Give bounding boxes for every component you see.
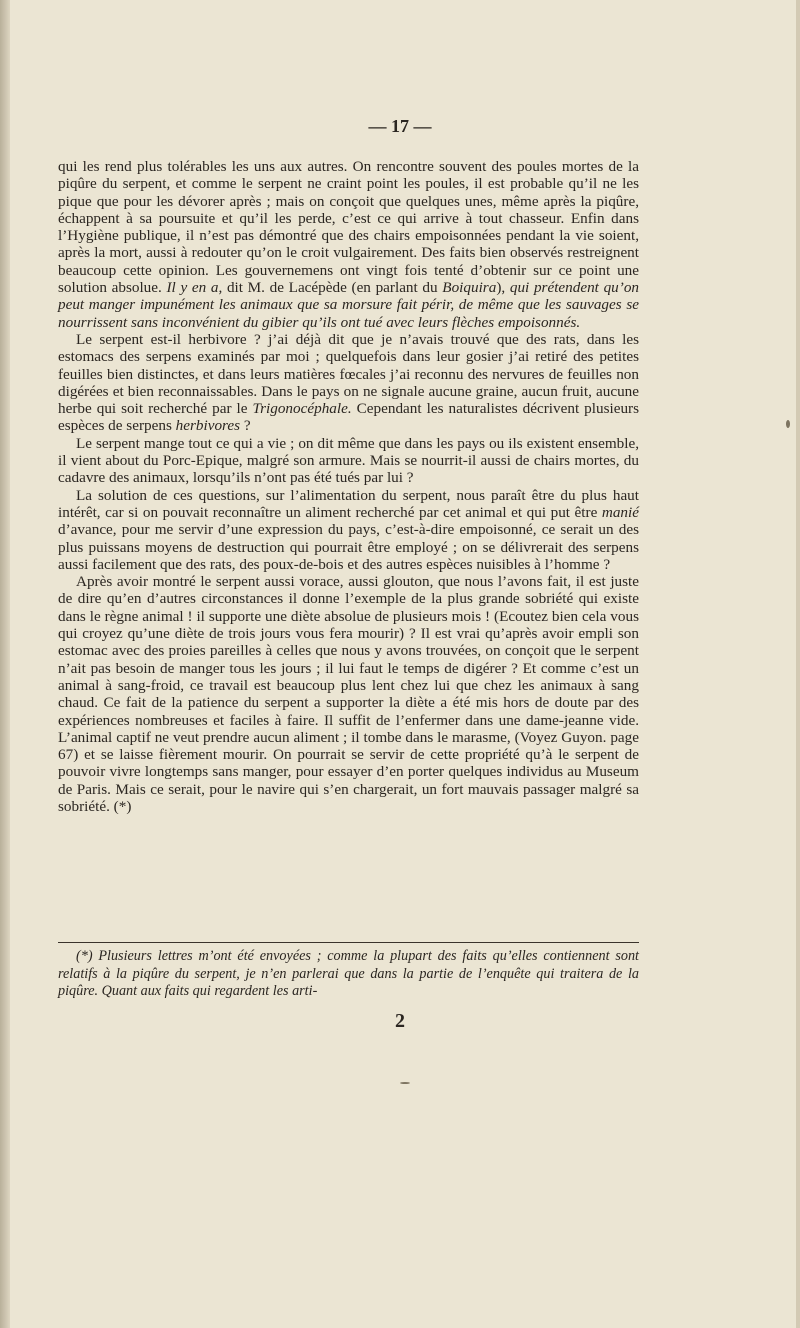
italic-text: Boiquira bbox=[442, 279, 497, 297]
footnote-text: (*) Plusieurs lettres m’ont été envoyées ; comme la plupart des faits qu’elles contiennent sont relatifs à la piqûre du serpent, je n’en parlerai que dans la partie de l’enquête qui traitera de la piqûre. Quant aux faits qui regardent les arti- bbox=[58, 948, 639, 999]
body-text: La solution de ces questions, sur l’alimentation du serpent, nous paraît être du plus haut intérêt, car si on pouvait reconnaître un aliment recherché par cet animal et qui put être bbox=[58, 486, 639, 521]
body-text: ? bbox=[240, 417, 251, 435]
ink-speck bbox=[400, 1082, 410, 1084]
paragraph bbox=[58, 435, 639, 487]
body-text: d’avance, pour me servir d’une expression du pays, c’est-à-dire empoisonné, ce serait un des plus puissans moyens de destruction qui pourrait être employé ; on se délivrerait des serpens aussi facilement que des rats, des poux-de-bois et des autres espèces nuisibles à l’homme ? bbox=[58, 521, 639, 573]
body-text: Après avoir montré le serpent aussi vorace, aussi glouton, que nous l’avons fait, il est juste de dire qu’en d’autres circonstances il donne l’exemple de la plus grande sobriété qui existe dans le règne animal ! il supporte une diète absolue de plusieurs mois ! (Ecoutez bien cela vous qui croyez qu’une diète de trois jours vous fera mourir) ? Il est vrai qu’après avoir empli son estomac avec des proies pareilles à celles que nous y avons trouvées, on conçoit que le serpent n’ait pas besoin de manger tous les jours ; il lui faut le temps de digérer ? Et comme c’est un animal à sang-froid, ce travail est beaucoup plus lent chez lui que chez les animaux à sang chaud. Ce fait de la patience du serpent a supporter la diète a été mis hors de doute par des expériences nombreuses et faciles à faire. Il suffit de l’enfermer dans une dame-jeanne vide. L’animal captif ne veut prendre aucun aliment ; il tombe dans le marasme, (Voyez Guyon. page 67) et se laisse fièrement mourir. On pourrait se servir de cette propriété qu’à le serpent de pouvoir vivre longtemps sans manger, pour essayer d’en porter quelques individus au Museum de Paris. Mais ce serait, pour le navire qui s’en chargerait, un fort mauvais passager malgré sa sobriété. (*) bbox=[58, 573, 639, 815]
footnote-rule bbox=[58, 942, 639, 943]
paragraph bbox=[58, 487, 639, 573]
page-number: — 17 — bbox=[368, 116, 432, 136]
signature-mark: 2 bbox=[395, 1010, 405, 1032]
paragraph bbox=[58, 573, 639, 815]
body-text: Le serpent mange tout ce qui a vie ; on dit même que dans les pays ou ils existent ensemble, il vient about du Porc-Epique, malgré son armure. Mais se nourrit-il aussi de chairs mortes, du cadavre des animaux, lorsqu’ils n’ont pas été tués par lui ? bbox=[58, 434, 639, 487]
main-text bbox=[58, 158, 639, 815]
paragraph bbox=[58, 158, 639, 331]
body-text: ), bbox=[496, 279, 510, 297]
ink-speck bbox=[786, 420, 790, 428]
body-text: Le serpent est-il herbivore ? j’ai déjà dit que je n’avais trouvé que des rats, dans les estomacs des serpens examinés par moi ; quelquefois dans leur gosier j’ai retiré des petites feuilles bien distinctes, et dans leurs matières fœcales j’ai reconnu des nervures de feuilles non digérées et bien reconnaissables. Dans le pays on ne signale aucune graine, aucun fruit, aucune herbe qui soit recherché par le bbox=[58, 330, 639, 418]
italic-text: Il y en a, bbox=[166, 279, 223, 297]
body-text: qui les rend plus tolérables les uns aux autres. On rencontre souvent des poules mortes de la piqûre du serpent, et comme le serpent ne craint point les poules, il est probable qu’il ne les pique que pour les dévorer après ; mais on conçoit que quelques unes, même après la piqûre, échappent à sa poursuite et qu’il les perde, c’est ce qui arrive à tout chasseur. Enfin dans l’Hygiène publique, il n’est pas démontré que des chairs empoisonnées pendant la vie soient, après la mort, aussi à redouter qu’on le croit vulgairement. Des faits bien observés restreignent beaucoup cette opinion. Les gouvernemens ont vingt fois tenté d’obtenir sur ce point une solution absolue. bbox=[58, 158, 639, 297]
italic-text: herbivores bbox=[175, 417, 241, 435]
footnote bbox=[58, 948, 639, 1001]
body-text: dit M. de Lacépède (en parlant du bbox=[222, 279, 443, 297]
page-binding-edge bbox=[0, 0, 10, 1328]
italic-text: Trigonocéphale. bbox=[252, 400, 352, 418]
paragraph bbox=[58, 331, 639, 435]
body-text: Cependant les naturalistes décrivent plusieurs espèces de serpens bbox=[58, 400, 640, 435]
italic-text: manié bbox=[601, 503, 639, 521]
page-right-edge bbox=[796, 0, 800, 1328]
italic-text: qui prétendent qu’on peut manger impunément les animaux que sa morsure fait périr, de même que les sauvages se nourrissent sans inconvénient du gibier qu’ils ont tué avec leurs flèches empoisonnés. bbox=[58, 279, 640, 331]
